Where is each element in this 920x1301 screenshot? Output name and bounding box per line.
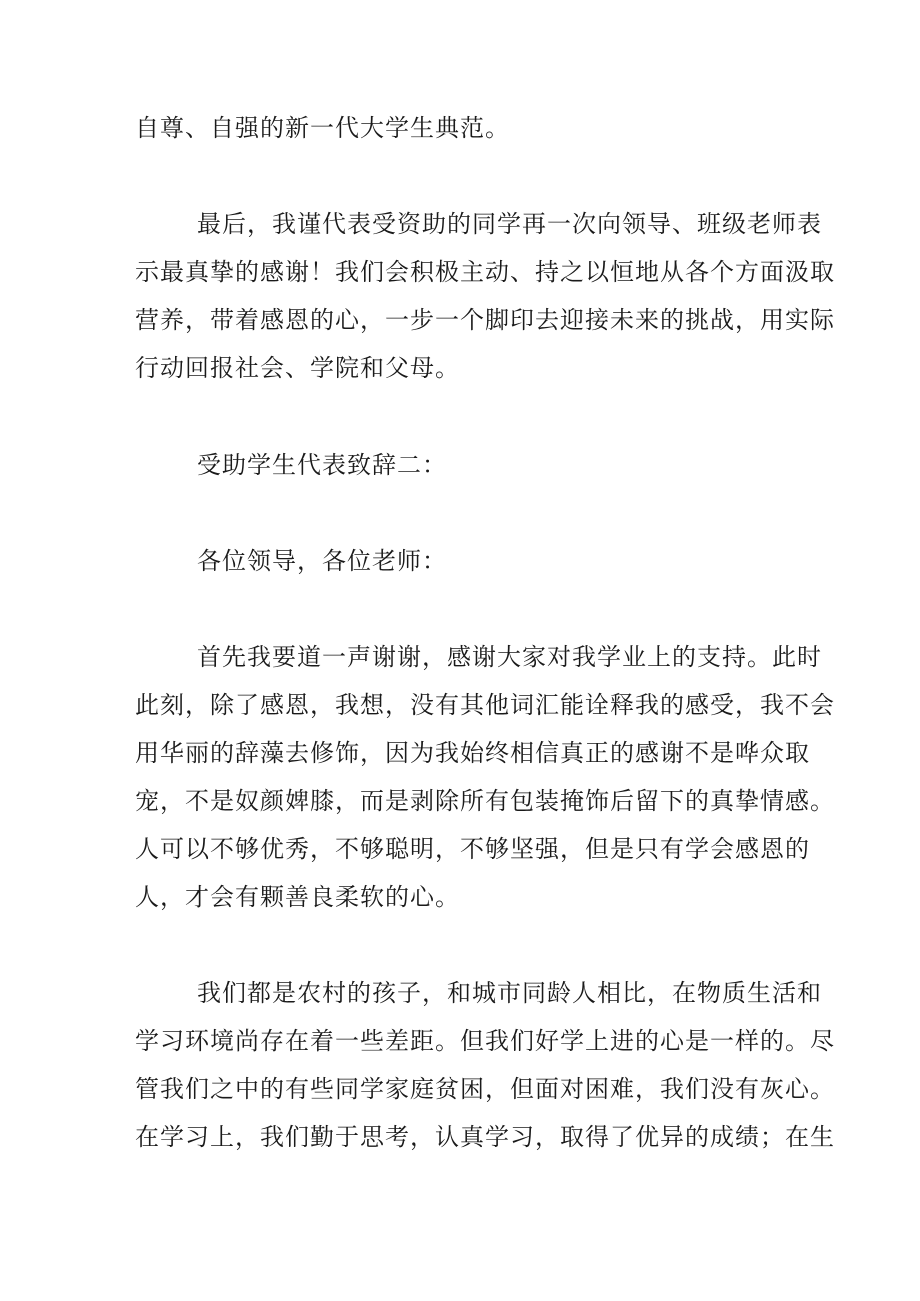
text-line: 我们都是农村的孩子，和城市同龄人相比，在物质生活和 (197, 979, 822, 1007)
salutation-text: 各位领导，各位老师： (197, 547, 447, 575)
text-line: 在学习上，我们勤于思考，认真学习，取得了优异的成绩；在生 (135, 1123, 835, 1151)
text-line: 人可以不够优秀，不够聪明，不够坚强，但是只有学会感恩的 (135, 835, 810, 863)
text-line: 自尊、自强的新一代大学生典范。 (135, 114, 510, 142)
text-line: 首先我要道一声谢谢，感谢大家对我学业上的支持。此时 (197, 643, 822, 671)
text-line: 用华丽的辞藻去修饰，因为我始终相信真正的感谢不是哗众取 (135, 739, 810, 767)
salutation (135, 537, 795, 585)
paragraph-closing-continued (135, 104, 795, 152)
text-line: 最后，我谨代表受资助的同学再一次向领导、班级老师表 (197, 210, 822, 238)
section-heading (135, 441, 795, 489)
heading-text: 受助学生代表致辞二： (197, 451, 447, 479)
text-line: 行动回报社会、学院和父母。 (135, 354, 460, 382)
text-line: 管我们之中的有些同学家庭贫困，但面对困难，我们没有灰心。 (135, 1075, 835, 1103)
text-line: 宠，不是奴颜婢膝，而是剥除所有包装掩饰后留下的真挚情感。 (135, 787, 835, 815)
paragraph-rural-students (135, 969, 835, 1161)
text-line: 人，才会有颗善良柔软的心。 (135, 883, 460, 911)
paragraph-gratitude (135, 633, 835, 921)
text-line: 营养，带着感恩的心，一步一个脚印去迎接未来的挑战，用实际 (135, 306, 835, 334)
paragraph-final-thanks (135, 200, 835, 392)
text-line: 学习环境尚存在着一些差距。但我们好学上进的心是一样的。尽 (135, 1027, 835, 1055)
text-line: 示最真挚的感谢！我们会积极主动、持之以恒地从各个方面汲取 (135, 258, 835, 286)
text-line: 此刻，除了感恩，我想，没有其他词汇能诠释我的感受，我不会 (135, 691, 835, 719)
